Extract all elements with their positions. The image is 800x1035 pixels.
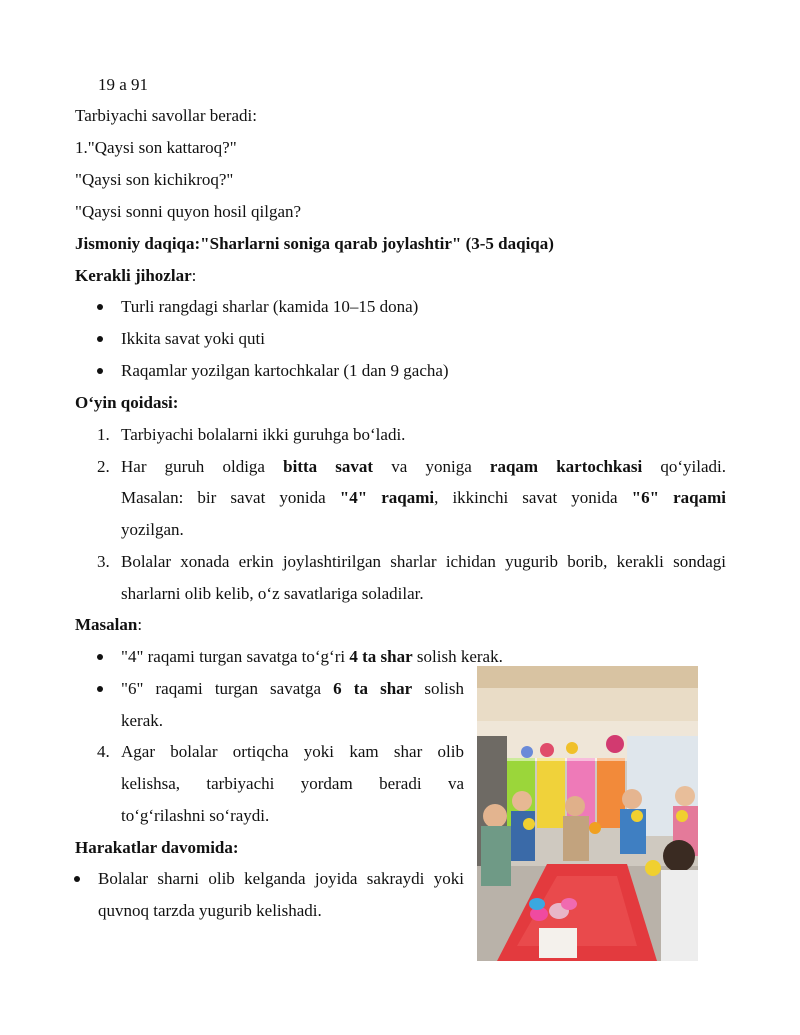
bullet-icon xyxy=(97,368,103,374)
example-item-1: "4" raqami turgan savatga to‘g‘ri 4 ta shar solish kerak. xyxy=(121,647,503,666)
bullet-icon xyxy=(97,304,103,310)
line-3: 1."Qaysi son kattaroq?" xyxy=(75,138,237,157)
bullet-icon xyxy=(97,686,103,692)
rule-3-line-2: sharlarni olib kelib, o‘z savatlariga soladilar. xyxy=(121,584,424,603)
rule-2-line-2: Masalan: bir savat yonida "4" raqami, ikkinchi savat yonida "6" raqami xyxy=(121,488,727,507)
rule-2-line-3: yozilgan. xyxy=(121,520,184,539)
classroom-photo xyxy=(477,666,698,961)
rule-number: 4. xyxy=(97,742,110,761)
rule-number: 1. xyxy=(97,425,110,444)
rule-number: 3. xyxy=(97,552,110,571)
rule-1: Tarbiyachi bolalarni ikki guruhga bo‘ladi. xyxy=(121,425,406,444)
rule-4-line-2: kelishsa, tarbiyachi yordam beradi va xyxy=(121,774,464,793)
rule-4-line-1: Agar bolalar ortiqcha yoki kam shar olib xyxy=(121,742,464,761)
example-item-2-line-2: kerak. xyxy=(121,711,164,730)
bullet-icon xyxy=(97,654,103,660)
equipment-item: Raqamlar yozilgan kartochkalar (1 dan 9 gacha) xyxy=(121,361,449,380)
rules-heading: O‘yin qoidasi: xyxy=(75,393,179,412)
equipment-item: Turli rangdagi sharlar (kamida 10–15 dona) xyxy=(121,297,419,316)
during-item-line-2: quvnoq tarzda yugurib kelishadi. xyxy=(98,901,322,920)
line-1: 19 a 91 xyxy=(98,75,149,94)
bullet-icon xyxy=(97,336,103,342)
rule-2-line-1: Har guruh oldiga bitta savat va yoniga raqam kartochkasi qo‘yiladi. xyxy=(121,457,726,476)
bullet-icon xyxy=(74,876,80,882)
rule-4-line-3: to‘g‘rilashni so‘raydi. xyxy=(121,806,270,825)
rule-number: 2. xyxy=(97,457,110,476)
equipment-item: Ikkita savat yoki quti xyxy=(121,329,266,348)
equipment-heading: Kerakli jihozlar: xyxy=(75,266,197,285)
during-item-line-1: Bolalar sharni olib kelganda joyida sakraydi yoki xyxy=(98,869,464,888)
example-heading: Masalan: xyxy=(75,615,143,634)
line-2: Tarbiyachi savollar beradi: xyxy=(75,106,257,125)
section-title-physical-minute: Jismoniy daqiqa:"Sharlarni soniga qarab joylashtir" (3-5 daqiqa) xyxy=(75,234,554,253)
line-5: "Qaysi sonni quyon hosil qilgan? xyxy=(75,202,302,221)
during-heading: Harakatlar davomida: xyxy=(75,838,239,857)
line-4: "Qaysi son kichikroq?" xyxy=(75,170,234,189)
rule-3-line-1: Bolalar xonada erkin joylashtirilgan sharlar ichidan yugurib borib, kerakli sondagi xyxy=(121,552,726,571)
example-item-2-line-1: "6" raqami turgan savatga 6 ta shar solish xyxy=(121,679,465,698)
